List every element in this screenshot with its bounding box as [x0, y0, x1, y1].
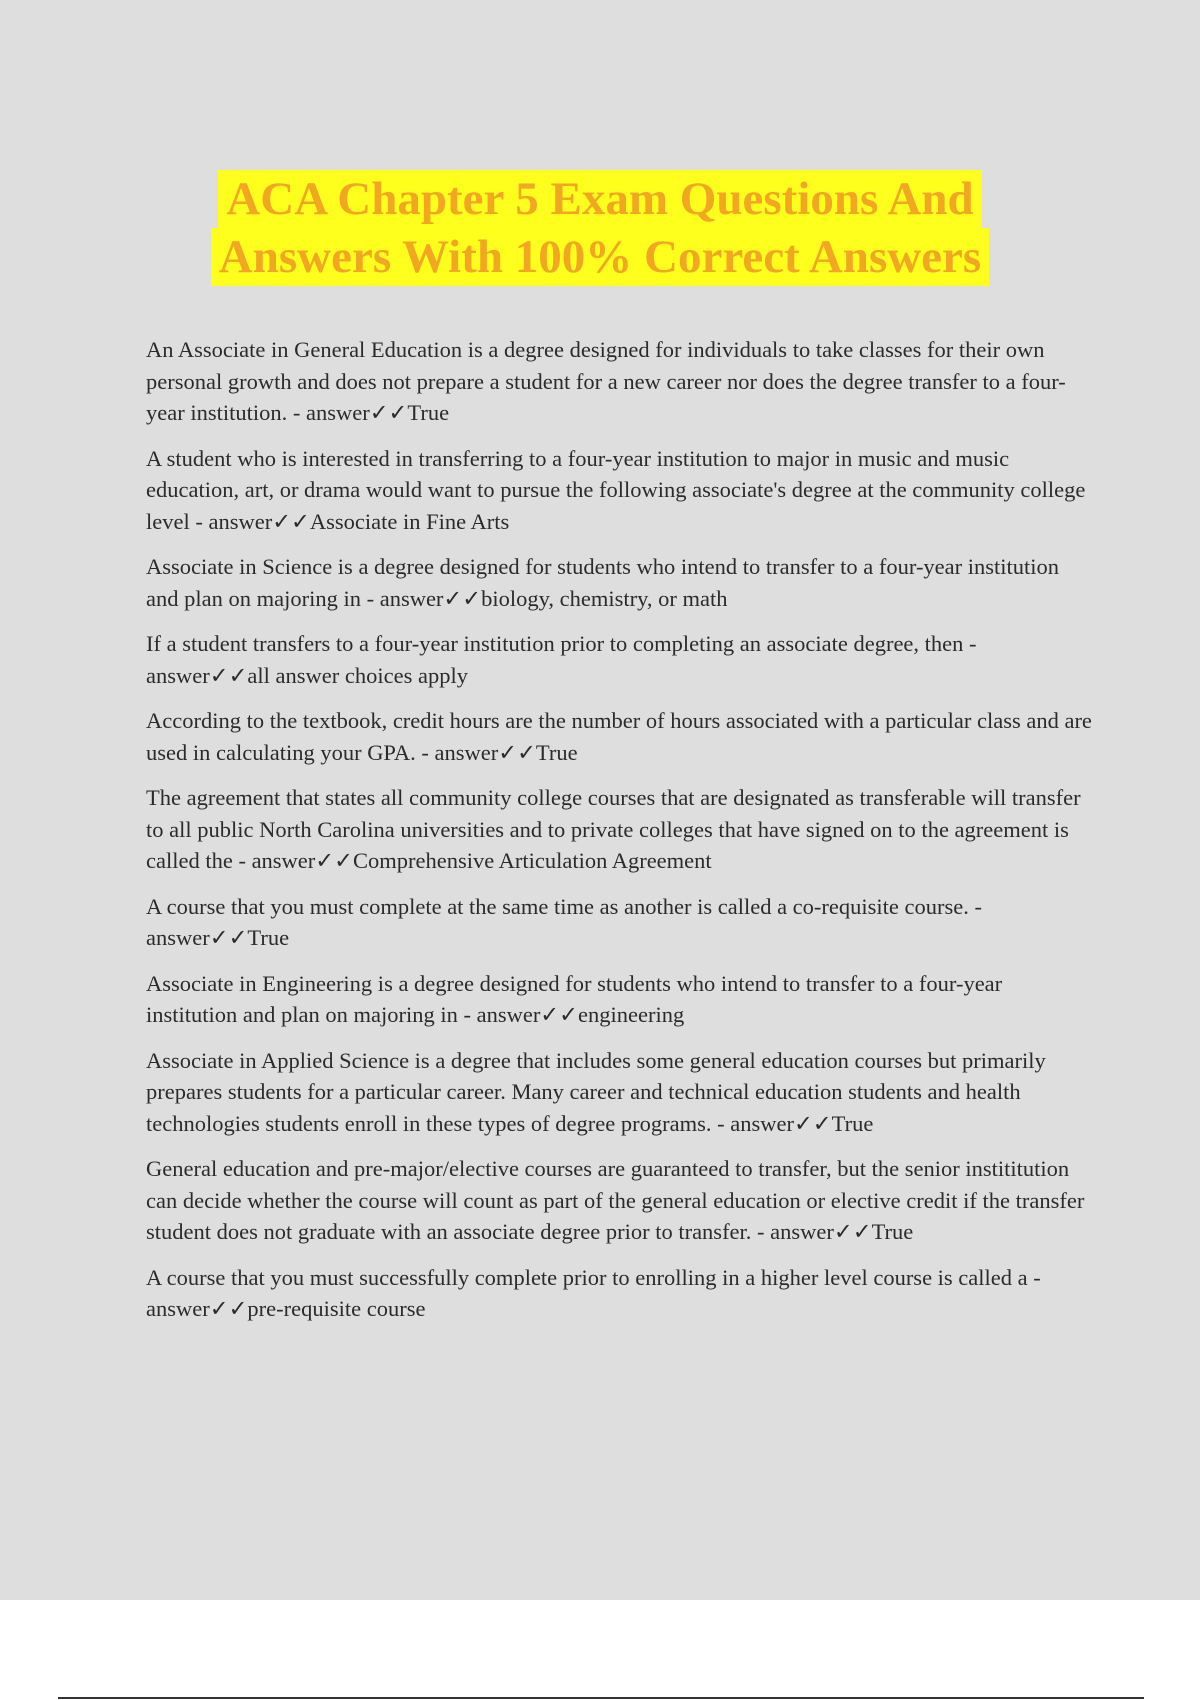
qa-item: A course that you must complete at the same time as another is called a co-requisite course. - answer✓✓True — [146, 893, 982, 950]
qa-item: A course that you must successfully complete prior to enrolling in a higher level course is called a - answer✓✓pre-requisite course — [146, 1264, 1041, 1321]
qa-item: If a student transfers to a four-year institution prior to completing an associate degree, then - answer✓✓all answer choices apply — [146, 631, 977, 688]
document-title — [0, 170, 1200, 286]
qa-item: According to the textbook, credit hours are the number of hours associated with a particular class and are used in calculating your GPA. - answer✓✓True — [146, 708, 1092, 765]
qa-item: General education and pre-major/elective courses are guaranteed to transfer, but the senior instititution can decide whether the course will count as part of the general education or elective credit if the transfer student does not graduate with an associate degree prior to transfer. - answer✓✓True — [146, 1156, 1085, 1244]
qa-item: Associate in Science is a degree designed for students who intend to transfer to a four-year institution and plan on majoring in - answer✓✓biology, chemistry, or math — [146, 554, 1060, 611]
title-line-1: ACA Chapter 5 Exam Questions And — [218, 170, 981, 228]
qa-item: Associate in Applied Science is a degree that includes some general education courses but primarily prepares students for a particular career. Many career and technical education students and health technologies students enroll in these types of degree programs. - answer✓✓True — [146, 1047, 1046, 1136]
bottom-divider — [58, 1697, 1144, 1699]
title-line-2: Answers With 100% Correct Answers — [211, 228, 989, 286]
qa-item: Associate in Engineering is a degree designed for students who intend to transfer to a four-year institution and plan on majoring in - answer✓✓engineering — [146, 970, 1003, 1027]
qa-item: An Associate in General Education is a degree designed for individuals to take classes for their own personal growth and does not prepare a student for a new career nor does the degree transfer to a four-year institution. - answer✓✓True — [146, 337, 1066, 425]
qa-list — [146, 334, 1092, 1339]
qa-item: A student who is interested in transferring to a four-year institution to major in music and music education, art, or drama would want to pursue the following associate's degree at the community college level - answer✓✓Associate in Fine Arts — [146, 445, 1086, 534]
qa-item: The agreement that states all community college courses that are designated as transferable will transfer to all public North Carolina universities and to private colleges that have signed on to the agreement is called the - answer✓✓Comprehensive Articulation Agreement — [146, 785, 1081, 873]
